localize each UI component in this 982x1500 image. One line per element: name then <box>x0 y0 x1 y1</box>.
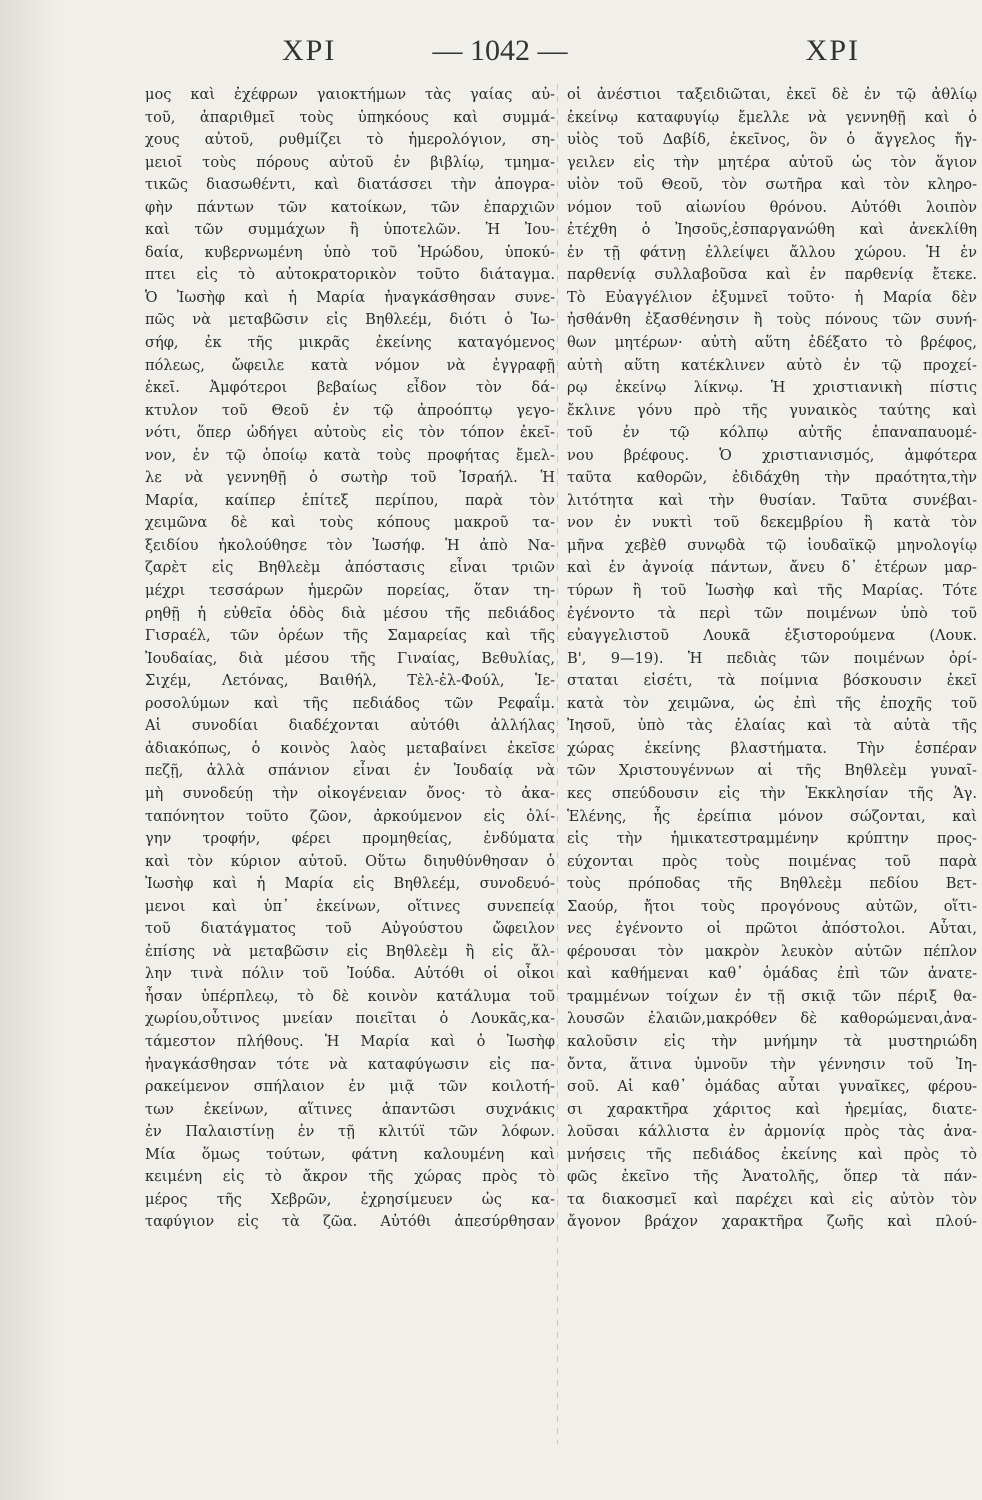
text-line: κες σπεύδουσιν εἰς τὴν Ἐκκλησίαν τῆς Ἁγ. <box>567 784 977 802</box>
text-line: υἱὸς τοῦ Δαβίδ, ἐκεῖνος, ὃν ὁ ἄγγελος ἤγ- <box>567 131 977 149</box>
header-right-keyword: ΧΡΙ <box>805 34 860 67</box>
text-line: χωρίου,οὗτινος μνείαν ποιεῖται ὁ Λουκᾶς,κα- <box>145 1010 555 1028</box>
text-line: μῆνα χεβὲθ συνῳδὰ τῷ ἰουδαϊκῷ μηνολογίῳ <box>567 536 977 554</box>
text-line: Μαρία, καίπερ ἐπίτεξ περίπου, παρὰ τὸν <box>145 491 555 509</box>
text-line: νες ἐγένοντο οἱ πρῶτοι ἀπόστολοι. Αὗται, <box>567 920 977 938</box>
text-line: μνήσεις τῆς πεδιάδος ἐκείνης καὶ πρὸς τὸ <box>567 1145 977 1163</box>
text-line: καὶ τῶν συμμάχων ἢ ὑποτελῶν. Ἡ Ἰου- <box>145 221 555 239</box>
text-line: ἔκλινε γόνυ πρὸ τῆς γυναικὸς ταύτης καὶ <box>567 401 977 419</box>
text-line: φῶς ἐκεῖνο τῆς Ἀνατολῆς, ὅπερ τὰ πάν- <box>567 1168 977 1186</box>
text-line: καὶ ἐν ἀγνοίᾳ πάντων, ἄνευ δ᾽ ἑτέρων μαρ- <box>567 559 977 577</box>
text-line: φέρουσαι τὸν μακρὸν λευκὸν αὐτῶν πέπλον <box>567 942 977 960</box>
text-line: τοῦ ἐν τῷ κόλπῳ αὐτῆς ἐπαναπαυομέ- <box>567 424 977 442</box>
text-line: μος καὶ ἐχέφρων γαιοκτήμων τὰς γαίας αὐ- <box>145 86 555 103</box>
text-line: πῶς νὰ μεταβῶσιν εἰς Βηθλεέμ, διότι ὁ Ἰω- <box>145 311 555 329</box>
text-line: ταφύγιον εἰς τὰ ζῶα. Αὐτόθι ἀπεσύρθησαν <box>145 1213 555 1231</box>
text-line: φὴν πάντων τῶν κατοίκων, τῶν ἐπαρχιῶν <box>145 198 555 216</box>
text-line: ξειδίου ἠκολούθησε τὸν Ἰωσήφ. Ἡ ἀπὸ Να- <box>145 536 555 554</box>
text-line: Β', 9—19). Ἡ πεδιὰς τῶν ποιμένων ὁρί- <box>567 649 977 667</box>
text-line: κειμένη εἰς τὸ ἄκρον τῆς χώρας πρὸς τὸ <box>145 1168 555 1186</box>
text-line: κατὰ τὸν χειμῶνα, ὡς ἐπὶ τῆς ἐποχῆς τοῦ <box>567 694 977 712</box>
text-line: τικῶς διασωθέντι, καὶ διατάσσει τὴν ἀπογρα- <box>145 176 555 194</box>
text-line: πόλεως, ὤφειλε κατὰ νόμον νὰ ἐγγραφῇ <box>145 356 555 374</box>
text-line: λιτότητα καὶ τὴν θυσίαν. Ταῦτα συνέβαι- <box>567 491 977 509</box>
binding-shadow <box>0 0 60 1500</box>
text-line: μὴ συνοδεύῃ τὴν οἰκογένειαν ὄνος· τὸ ἀκα- <box>145 784 555 802</box>
text-line: ταῦτα καθορῶν, ἐδιδάχθη τὴν πραότητα,τὴν <box>567 469 977 487</box>
text-line: Σαούρ, ἤτοι τοὺς προγόνους αὐτῶν, οἵτι- <box>567 897 977 915</box>
text-line: ἐτέχθη ὁ Ἰησοῦς,ἐσπαργανώθη καὶ ἀνεκλίθη <box>567 221 977 239</box>
text-line: Σιχέμ, Λετόνας, Βαιθήλ, Τὲλ-ἐλ-Φούλ, Ἱε- <box>145 672 555 690</box>
text-line: Ὁ Ἰωσὴφ καὶ ἡ Μαρία ἠναγκάσθησαν συνε- <box>145 288 555 306</box>
text-line: νον ἐν νυκτὶ τοῦ δεκεμβρίου ἢ κατὰ τὸν <box>567 514 977 532</box>
text-line: αὐτὴ αὕτη κατέκλινεν αὐτὸ ἐν τῷ προχεί- <box>567 356 977 374</box>
text-line: ἦσαν ὑπέρπλεῳ, τὸ δὲ κοινὸν κατάλυμα τοῦ <box>145 987 555 1005</box>
text-line: καὶ καθήμεναι καθ᾽ ὁμάδας ἐπὶ τῶν ἀνατε- <box>567 965 977 983</box>
text-line: καλοῦσιν εἰς τὴν μνήμην τὰ μυστηριώδη <box>567 1032 977 1050</box>
text-line: θων μητέρων· αὐτὴ αὕτη ἐδέξατο τὸ βρέφος, <box>567 334 977 352</box>
text-line: τοῦ, ἀπαριθμεῖ τοὺς ὑπηκόους καὶ συμμά- <box>145 108 555 126</box>
text-line: παρθενίᾳ συλλαβοῦσα καὶ ἐν παρθενίᾳ ἔτεκε. <box>567 266 977 284</box>
text-line: χώρας ἐκείνης βλαστήματα. Τὴν ἑσπέραν <box>567 739 977 757</box>
text-line: τοῦ διατάγματος τοῦ Αὐγούστου ὤφειλον <box>145 920 555 938</box>
text-line: ζαρὲτ εἰς Βηθλεὲμ ἀπόστασις εἶναι τριῶν <box>145 559 555 577</box>
text-line: ρῳ ἐκείνῳ λίκνῳ. Ἡ χριστιανικὴ πίστις <box>567 379 977 397</box>
text-line: λην τινὰ πόλιν τοῦ Ἰούδα. Αὐτόθι οἱ οἶκοι <box>145 965 555 983</box>
text-line: λουσῶν ἐλαιῶν,μακρόθεν δὲ καθορώμεναι,ἀνα- <box>567 1010 977 1028</box>
right-text-column <box>567 84 977 1234</box>
text-line: ταπόνητον τοῦτο ζῶον, ἀρκούμενον εἰς ὀλί- <box>145 807 555 825</box>
text-line: τα διακοσμεῖ καὶ παρέχει καὶ εἰς αὐτὸν τὸν <box>567 1190 977 1208</box>
text-line: πεζῇ, ἀλλὰ σπάνιον εἶναι ἐν Ἰουδαίᾳ νὰ <box>145 762 555 780</box>
text-line: μειοῖ τοὺς πόρους αὐτοῦ ἐν βιβλίῳ, τμημα- <box>145 153 555 171</box>
page-header <box>140 28 860 74</box>
text-line: ἐκεῖ. Ἀμφότεροι βεβαίως εἶδον τὸν δά- <box>145 379 555 397</box>
text-line: τῶν Χριστουγέννων αἱ τῆς Βηθλεὲμ γυναῖ- <box>567 762 977 780</box>
text-line: ὄντα, ἅτινα ὑμνοῦν τὴν γέννησιν τοῦ Ἰη- <box>567 1055 977 1073</box>
text-line: πτει εἰς τὸ αὐτοκρατορικὸν τοῦτο διάταγμα. <box>145 266 555 284</box>
text-line: εύχονται πρὸς τοὺς ποιμένας τοῦ παρὰ <box>567 852 977 870</box>
text-line: Ἰωσὴφ καὶ ἡ Μαρία εἰς Βηθλεέμ, συνοδευό- <box>145 875 555 893</box>
text-line: ἄγονον βράχον χαρακτῆρα ζωῆς καὶ πλού- <box>567 1213 977 1231</box>
text-line: τραμμένων τοίχων ἐν τῇ σκιᾷ τῶν πέριξ θα- <box>567 987 977 1005</box>
text-line: γειλεν εἰς τὴν μητέρα αὐτοῦ ὡς τὸν ἅγιον <box>567 153 977 171</box>
text-line: νότι, ὅπερ ὡδήγει αὐτοὺς εἰς τὸν τόπον ἐκεῖ- <box>145 424 555 442</box>
left-text-column <box>145 84 555 1234</box>
page-number: — 1042 — <box>432 34 568 67</box>
text-line: καὶ τὸν κύριον αὐτοῦ. Οὕτω διηυθύνθησαν ὁ <box>145 852 555 870</box>
text-line: Τὸ Εὐαγγέλιον ἐξυμνεῖ τοῦτο· ἡ Μαρία δὲν <box>567 288 977 306</box>
text-line: Ἑλένης, ἧς ἐρείπια μόνον σώζονται, καὶ <box>567 807 977 825</box>
text-line: εἰς τὴν ἡμικατεστραμμένην κρύπτην προς- <box>567 830 977 848</box>
text-line: των ἐκείνων, αἵτινες ἀπαντῶσι συχνάκις <box>145 1100 555 1118</box>
text-line: ἐν Παλαιστίνῃ ἐν τῇ κλιτύϊ τῶν λόφων. <box>145 1123 555 1141</box>
text-line: χειμῶνα δὲ καὶ τοὺς κόπους μακροῦ τα- <box>145 514 555 532</box>
text-line: ἠναγκάσθησαν τότε νὰ καταφύγωσιν εἰς πα- <box>145 1055 555 1073</box>
text-line: εὐαγγελιστοῦ Λουκᾶ ἐξιστορούμενα (Λουκ. <box>567 627 977 645</box>
text-line: σοῦ. Αἱ καθ᾽ ὁμάδας αὗται γυναῖκες, φέρου- <box>567 1078 977 1096</box>
text-line: σταται εἰσέτι, τὰ ποίμνια βόσκουσιν ἐκεῖ <box>567 672 977 690</box>
header-left-keyword: ΧΡΙ <box>282 34 337 67</box>
text-line: οἱ ἀνέστιοι ταξειδιῶται, ἐκεῖ δὲ ἐν τῷ ἀθλίῳ <box>567 86 977 103</box>
text-line: Μία ὅμως τούτων, φάτνη καλουμένη καὶ <box>145 1145 555 1163</box>
text-line: Ἰησοῦ, ὑπὸ τὰς ἐλαίας καὶ τὰ αὐτὰ τῆς <box>567 717 977 735</box>
text-line: Γισραέλ, τῶν ὀρέων τῆς Σαμαρείας καὶ τῆς <box>145 627 555 645</box>
text-line: χους αὐτοῦ, ρυθμίζει τὸ ἡμερολόγιον, ση- <box>145 131 555 149</box>
text-line: μέρος τῆς Χεβρῶν, ἐχρησίμευεν ὡς κα- <box>145 1190 555 1208</box>
column-divider <box>557 84 558 1444</box>
text-line: ἀδιακόπως, ὁ κοινὸς λαὸς μεταβαίνει ἐκεῖσε <box>145 739 555 757</box>
text-line: ρακείμενον σπήλαιον ἐν μιᾷ τῶν κοιλοτή- <box>145 1078 555 1096</box>
text-line: τοὺς πρόποδας τῆς Βηθλεὲμ πεδίου Βετ- <box>567 875 977 893</box>
text-line: Ἰουδαίας, διὰ μέσου τῆς Γιναίας, Βεθυλίας, <box>145 649 555 667</box>
text-line: τύρων ἢ τοῦ Ἰωσὴφ καὶ τῆς Μαρίας. Τότε <box>567 582 977 600</box>
text-line: λοῦσαι κάλλιστα ἐν ἁρμονίᾳ πρὸς τὰς ἀνα- <box>567 1123 977 1141</box>
text-line: λε νὰ γεννηθῇ ὁ σωτὴρ τοῦ Ἰσραήλ. Ἡ <box>145 469 555 487</box>
text-line: δαία, κυβερνωμένη ὑπὸ τοῦ Ἡρώδου, ὑποκύ- <box>145 243 555 261</box>
text-line: νον, ἐν τῷ ὁποίῳ κατὰ τοὺς προφήτας ἔμελ- <box>145 446 555 464</box>
text-line: ἐν τῇ φάτνῃ ἐλλείψει ἄλλου χώρου. Ἡ ἐν <box>567 243 977 261</box>
text-line: Αἱ συνοδίαι διαδέχονται αὐτόθι ἀλλήλας <box>145 717 555 735</box>
text-line: σι χαρακτῆρα χάριτος καὶ ἠρεμίας, διατε- <box>567 1100 977 1118</box>
text-line: ἠσθάνθη ἐξασθένησιν ἢ τοὺς πόνους τῶν συνή- <box>567 311 977 329</box>
text-line: νόμον τοῦ αἰωνίου θρόνου. Αὐτόθι λοιπὸν <box>567 198 977 216</box>
text-line: ροσολύμων καὶ τῆς πεδιάδος τῶν Ρεφαΐμ. <box>145 694 555 712</box>
text-line: γην τροφήν, φέρει προμηθείας, ἐνδύματα <box>145 830 555 848</box>
text-line: ρηθῇ ἡ εὐθεῖα ὁδὸς διὰ μέσου τῆς πεδιάδος <box>145 604 555 622</box>
text-line: ἐπίσης νὰ μεταβῶσιν εἰς Βηθλεὲμ ἢ εἰς ἄλ- <box>145 942 555 960</box>
text-line: υἱὸν τοῦ Θεοῦ, τὸν σωτῆρα καὶ τὸν κληρο- <box>567 176 977 194</box>
text-line: ἐκείνῳ καταφυγίῳ ἔμελλε νὰ γεννηθῇ καὶ ὁ <box>567 108 977 126</box>
text-line: σήφ, ἐκ τῆς μικρᾶς ἐκείνης καταγόμενος <box>145 334 555 352</box>
text-line: μενοι καὶ ὑπ᾽ ἐκείνων, οἵτινες συνεπείᾳ <box>145 897 555 915</box>
text-line: νου βρέφους. Ὁ χριστιανισμός, ἀμφότερα <box>567 446 977 464</box>
text-line: κτυλον τοῦ Θεοῦ ἐν τῷ ἀπροόπτῳ γεγο- <box>145 401 555 419</box>
text-line: ἐγένοντο τὰ περὶ τῶν ποιμένων ὑπὸ τοῦ <box>567 604 977 622</box>
text-line: τάμεστον πλήθους. Ἡ Μαρία καὶ ὁ Ἰωσὴφ <box>145 1032 555 1050</box>
text-line: μέχρι τεσσάρων ἡμερῶν πορείας, ὅταν τη- <box>145 582 555 600</box>
